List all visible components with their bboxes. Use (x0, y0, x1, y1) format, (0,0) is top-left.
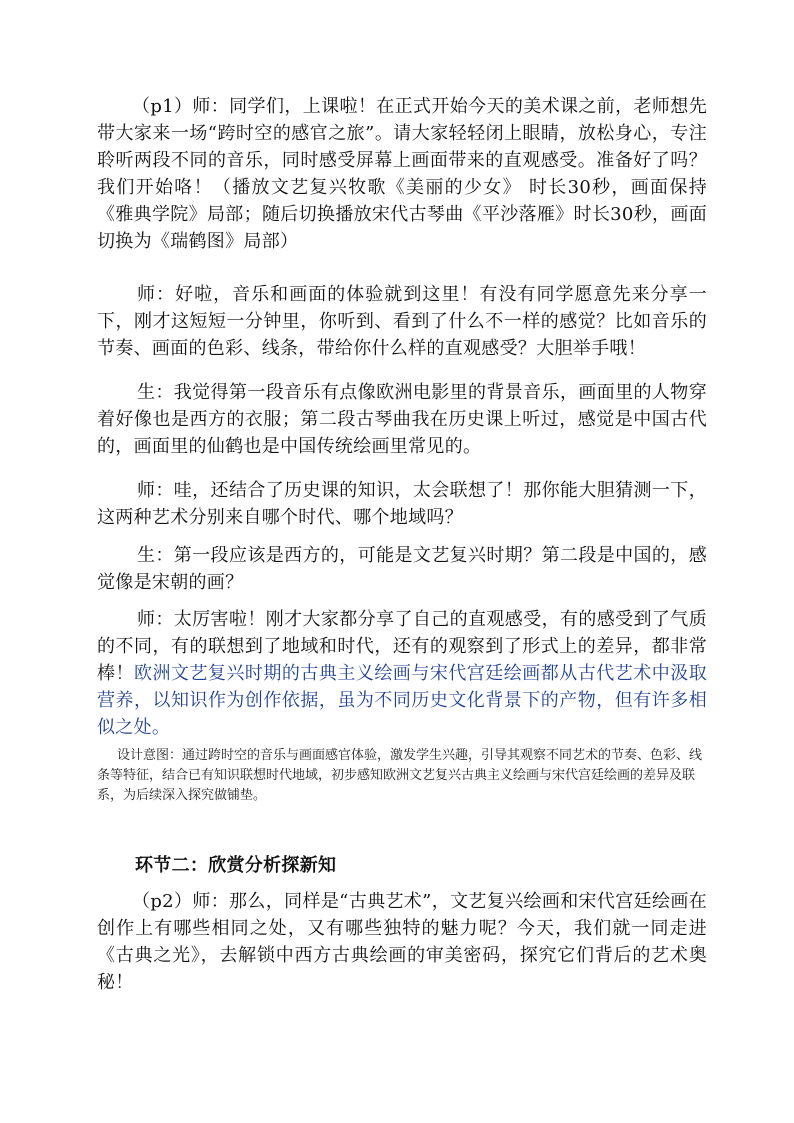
summary-text: 师：太厉害啦！刚才大家都分享了自己的直观感受，有的感受到了气质的不同，有的联想到了地域和时代，还有的观察到了形式上的差异，都非常棒！ (97, 609, 707, 684)
paragraph-student-answer-2: 生：第一段应该是西方的，可能是文艺复兴时期？第二段是中国的，感觉像是宋朝的画？ (97, 545, 707, 593)
paragraph-teacher-followup: 师：哇，还结合了历史课的知识，太会联想了！那你能大胆猜测一下，这两种艺术分别来自哪个时代、哪个地域吗？ (97, 480, 707, 528)
paragraph-teacher-summary (97, 606, 707, 741)
paragraph-p2: （p2）师：那么，同样是“古典艺术”，文艺复兴绘画和宋代宫廷绘画在创作上有哪些相同之处，又有哪些独特的魅力呢？今天，我们就一同走进《古典之光》，去解锁中西方古典绘画的审美密码，探究它们背后的艺术奥秘！ (97, 891, 707, 993)
highlighted-summary-text: 欧洲文艺复兴时期的古典主义绘画与宋代宫廷绘画都从古代艺术中汲取营养，以知识作为创作依据，虽为不同历史文化背景下的产物，但有许多相似之处。 (97, 663, 707, 738)
paragraph-student-answer-1: 生：我觉得第一段音乐有点像欧洲电影里的背景音乐，画面里的人物穿着好像也是西方的衣服；第二段古琴曲我在历史课上听过，感觉是中国古代的，画面里的仙鹤也是中国传统绘画里常见的。 (97, 382, 707, 457)
paragraph-teacher-prompt: 师：好啦，音乐和画面的体验就到这里！有没有同学愿意先来分享一下，刚才这短短一分钟里，你听到、看到了什么不一样的感觉？比如音乐的节奏、画面的色彩、线条，带给你什么样的直观感受？大胆举手哦！ (97, 284, 707, 359)
paragraph-p1: （p1）师：同学们，上课啦！在正式开始今天的美术课之前，老师想先带大家来一场“跨时空的感官之旅”。请大家轻轻闭上眼睛，放松身心，专注聆听两段不同的音乐，同时感受屏幕上画面带来的直观感受。准备好了吗？我们开始咯！（播放文艺复兴牧歌《美丽的少女》 时长30秒，画面保持《雅典学院》局部；随后切换播放宋代古琴曲《平沙落雁》时长30秒，画面切换为《瑞鹤图》局部） (97, 96, 707, 252)
design-intent-note: 设计意图：通过跨时空的音乐与画面感官体验，激发学生兴趣，引导其观察不同艺术的节奏、色彩、线条等特征，结合已有知识联想时代地域，初步感知欧洲文艺复兴古典主义绘画与宋代宫廷绘画的差异及联系，为后续深入探究做铺垫。 (97, 748, 703, 803)
section-heading: 环节二：欣赏分析探新知 (135, 855, 337, 876)
